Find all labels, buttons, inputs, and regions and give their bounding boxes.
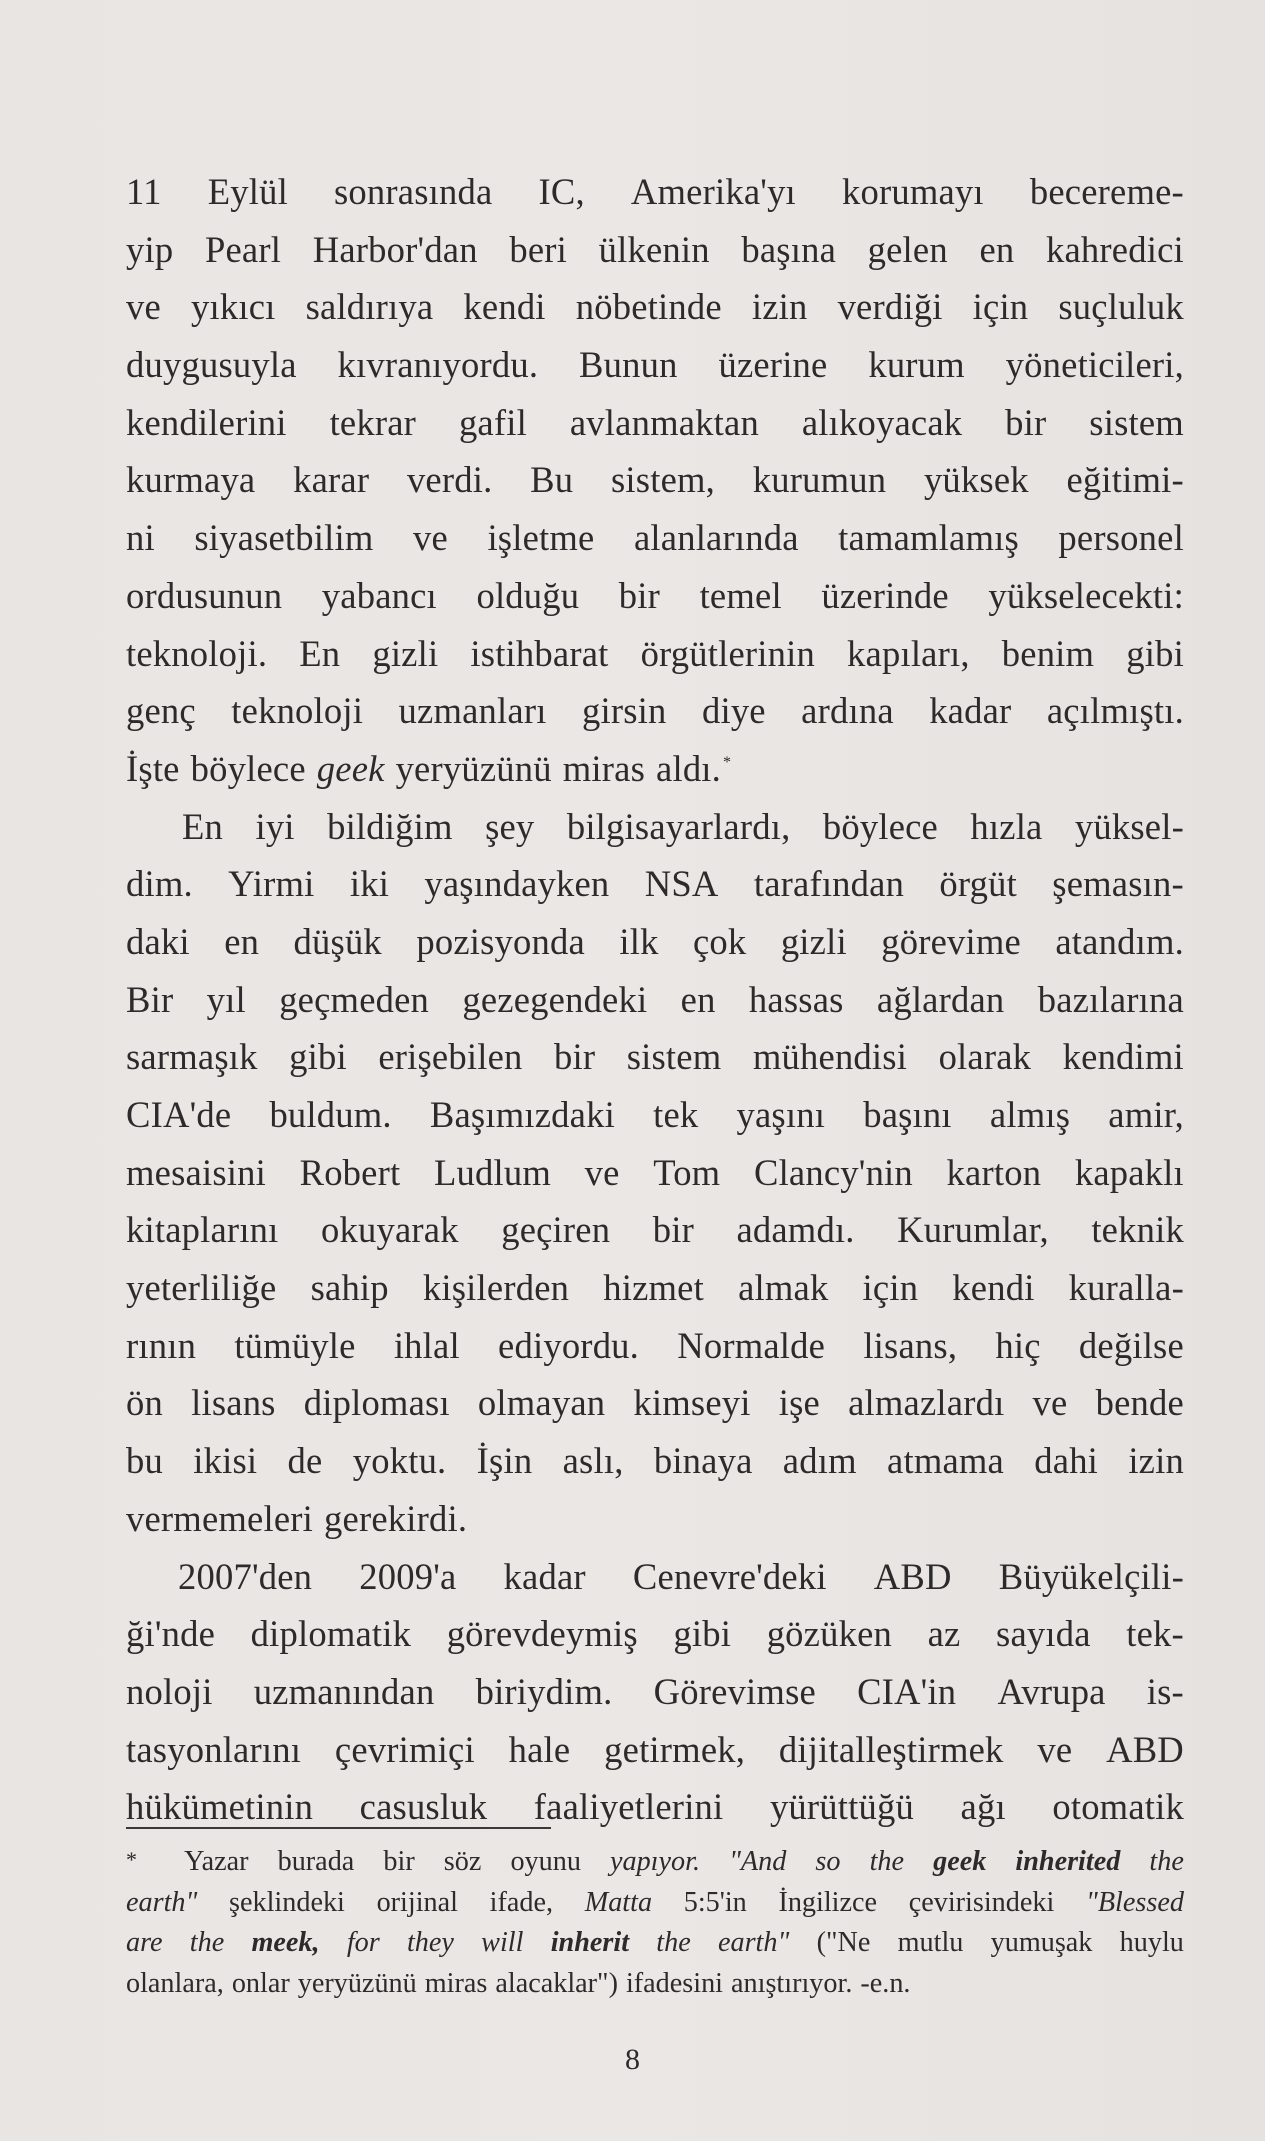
word: gelen [867, 228, 948, 270]
word: amir, [1108, 1094, 1184, 1135]
word: kıvranıyordu. [337, 344, 539, 386]
word: gizli [780, 920, 847, 962]
word: tekrar [329, 401, 417, 443]
word: "And [729, 1846, 787, 1877]
word: adamdı. [736, 1209, 855, 1251]
word: yürüttüğü [769, 1786, 914, 1828]
word: the [656, 1927, 691, 1958]
word: beri [509, 228, 568, 270]
word: so [815, 1846, 841, 1877]
word: dim. [126, 863, 193, 905]
word: Ludlum [433, 1151, 552, 1193]
word: yoktu. [352, 1440, 447, 1482]
text-line [126, 278, 1184, 336]
text-line [126, 509, 1184, 567]
word: bir [618, 574, 661, 616]
word: Kurumlar, [897, 1209, 1049, 1251]
word: 11 [126, 171, 162, 212]
word: tasyonlarını [126, 1728, 302, 1770]
word: are [126, 1927, 163, 1958]
word: lisans [191, 1382, 276, 1424]
word: ikisi [193, 1440, 258, 1482]
word: casusluk [359, 1786, 488, 1828]
text-line [126, 1548, 1184, 1606]
word: adım [782, 1440, 857, 1482]
word: kadar [503, 1555, 586, 1597]
word: almazlardı [848, 1382, 1005, 1424]
word: bir [383, 1846, 415, 1877]
word: şey [485, 805, 535, 847]
word: sistem, [610, 459, 716, 501]
word: Bir [126, 978, 174, 1020]
word: sistem [1089, 401, 1184, 443]
text-line [126, 1259, 1184, 1317]
word: gezegendeki [462, 978, 648, 1020]
word: görevime [881, 920, 1021, 962]
word: Bunun [579, 344, 678, 386]
word: ifade, [489, 1886, 554, 1918]
word: yükselecekti: [988, 574, 1184, 616]
word: iki [349, 863, 390, 905]
word: earth" [717, 1927, 790, 1958]
word: bir [553, 1036, 596, 1078]
word: yeryüzünü [395, 747, 552, 789]
word: huylu [1119, 1927, 1184, 1958]
word: inherit [550, 1927, 630, 1958]
word: ve [1032, 1382, 1068, 1424]
word: hizmet [603, 1267, 704, 1309]
word: kuralla- [1068, 1267, 1184, 1309]
word: düşük [293, 920, 382, 962]
text-line [126, 625, 1184, 683]
word: işletme [487, 517, 595, 559]
word: kimseyi [633, 1382, 751, 1424]
text-line [126, 567, 1184, 625]
word: yumuşak [990, 1927, 1093, 1958]
word: en [680, 978, 716, 1020]
body-text [126, 163, 1184, 1836]
word: duygusuyla [126, 344, 297, 386]
word: kendilerini [126, 401, 287, 443]
word: buldum. [269, 1094, 392, 1135]
word: ilk [619, 920, 659, 962]
word: ABD [873, 1555, 952, 1597]
word: Başımızdaki [429, 1094, 615, 1135]
word: başını [863, 1094, 952, 1135]
word: ediyordu. [498, 1324, 640, 1366]
word: sarmaşık [126, 1036, 258, 1078]
word: tarafından [753, 863, 905, 905]
word: otomatik [1052, 1786, 1184, 1828]
word: kişilerden [422, 1267, 570, 1309]
word: binaya [653, 1440, 753, 1482]
word: aslı, [562, 1440, 624, 1482]
word: yeterliliğe [126, 1267, 277, 1309]
word: geçiren [501, 1209, 611, 1251]
word: kitaplarını [126, 1209, 279, 1251]
word: gerekirdi. [324, 1497, 468, 1539]
text-line [126, 163, 1184, 221]
word: örgüt [939, 863, 1017, 905]
word: kendimi [1062, 1036, 1184, 1078]
word: rının [126, 1324, 197, 1366]
word: kendi [952, 1267, 1035, 1309]
word: lisans, [863, 1324, 958, 1366]
text-line [126, 1490, 1184, 1548]
word: dahi [1034, 1440, 1099, 1482]
word: kahredici [1046, 228, 1184, 270]
text-line [126, 1317, 1184, 1375]
word: örgütlerinin [640, 632, 815, 674]
word: kendi [463, 286, 546, 328]
word: oyunu [510, 1846, 581, 1877]
word: şemasın- [1052, 863, 1184, 905]
word: Görevimse [653, 1670, 816, 1712]
word: hale [508, 1728, 571, 1770]
word: olarak [938, 1036, 1032, 1078]
word: karton [946, 1151, 1042, 1193]
word: genç [126, 690, 196, 732]
word: bir [1005, 401, 1047, 443]
word: teknoloji. [126, 632, 268, 674]
word: Robert [299, 1151, 401, 1193]
word: sahip [310, 1267, 389, 1309]
footnote-line [126, 1964, 1184, 2005]
text-line [126, 1721, 1184, 1779]
word: aldı. * [656, 747, 732, 789]
word: çevirisindeki [908, 1886, 1055, 1918]
word: ağı [960, 1786, 1006, 1828]
word: for [346, 1927, 380, 1958]
word: saldırıya [305, 286, 434, 328]
word: Yirmi [228, 863, 315, 905]
word: bu [126, 1440, 163, 1482]
word: teknoloji [231, 690, 364, 732]
word: başına [741, 228, 837, 270]
word: they [406, 1927, 454, 1958]
word: tümüyle [234, 1324, 356, 1366]
word: ardına [801, 690, 894, 732]
word: yapıyor. [609, 1846, 701, 1877]
word: Clancy'nin [753, 1151, 913, 1193]
word: atmama [887, 1440, 1004, 1482]
word: yeryüzünü [297, 1967, 417, 1999]
word: Bu [530, 459, 574, 501]
word: almış [989, 1094, 1071, 1135]
text-line [126, 913, 1184, 971]
word: Cenevre'deki [632, 1555, 827, 1597]
word: gibi [1126, 632, 1184, 674]
text-line [126, 394, 1184, 452]
text-line [126, 1201, 1184, 1259]
word: Pearl [204, 228, 282, 270]
word: açılmıştı. [1046, 690, 1184, 732]
text-line [126, 1432, 1184, 1490]
word: alanlarında [633, 517, 799, 559]
word: yaşını [736, 1094, 826, 1135]
word: ülkenin [598, 228, 710, 270]
word: NSA [644, 863, 719, 905]
word: earth" [126, 1886, 198, 1918]
word: ni [126, 517, 155, 559]
word: çok [692, 920, 747, 962]
word: anıştırıyor. [731, 1967, 853, 1999]
word: ordusunun [126, 574, 283, 616]
word: hızla [970, 805, 1043, 847]
word: biriydim. [475, 1670, 613, 1712]
word: diplomatik [250, 1613, 412, 1655]
word: ve [413, 517, 448, 559]
word: gizli [372, 632, 439, 674]
word: yıkıcı [191, 286, 276, 328]
text-line [126, 855, 1184, 913]
footnote [126, 1842, 1184, 2004]
word: uzmanları [398, 690, 547, 732]
word: miras [424, 1967, 488, 1999]
word: temel [699, 574, 782, 616]
text-line [126, 971, 1184, 1029]
word: geçmeden [279, 978, 430, 1020]
text-line [126, 336, 1184, 394]
word: işe [778, 1382, 820, 1424]
word: yıl [206, 978, 246, 1020]
word: 2009'a [359, 1555, 457, 1597]
text-line [126, 1605, 1184, 1663]
word: personel [1058, 517, 1184, 559]
word: de [287, 1440, 323, 1482]
word: almak [738, 1267, 829, 1309]
word: the [189, 1927, 225, 1958]
word: uzmanından [253, 1670, 435, 1712]
word: en [224, 920, 260, 962]
word: 2007'den [178, 1555, 313, 1597]
word: diye [701, 690, 766, 732]
word: vermemeleri [126, 1497, 314, 1539]
word: diploması [303, 1382, 450, 1424]
word: Tom [653, 1151, 721, 1193]
word: hassas [748, 978, 844, 1020]
word: Büyükelçili- [998, 1555, 1184, 1597]
text-line [126, 1374, 1184, 1432]
word: gibi [673, 1613, 732, 1655]
word: tek- [1126, 1613, 1184, 1655]
word: "Blessed [1085, 1886, 1184, 1918]
word: girsin [582, 690, 667, 732]
word: Normalde [677, 1324, 826, 1366]
word: pozisyonda [416, 920, 585, 962]
word: getirmek, [604, 1728, 746, 1770]
word: En [182, 805, 224, 847]
word: nöbetinde [575, 286, 722, 328]
word: olanlara, [126, 1967, 224, 1999]
word: ği'nde [126, 1613, 216, 1655]
word: İngilizce [778, 1886, 878, 1918]
word: böylece [190, 747, 306, 789]
word: gözüken [766, 1613, 893, 1655]
word: Harbor'dan [312, 228, 478, 270]
word: the [1149, 1846, 1184, 1877]
word: ifadesini [625, 1967, 724, 1999]
text-line [126, 740, 1184, 798]
word: meek, [251, 1927, 320, 1958]
word: ağlardan [876, 978, 1005, 1020]
word: * [126, 1847, 137, 1872]
word: gibi [289, 1036, 347, 1078]
word: mutlu [897, 1927, 964, 1958]
word: en [979, 228, 1015, 270]
word: yaşındayken [424, 863, 610, 905]
word: mühendisi [752, 1036, 908, 1078]
word: erişebilen [378, 1036, 523, 1078]
word: kurum [868, 344, 965, 386]
word: avlanmaktan [569, 401, 759, 443]
word: olduğu [476, 574, 580, 616]
word: suçluluk [1058, 286, 1184, 328]
word: bende [1095, 1382, 1184, 1424]
word: değilse [1078, 1324, 1184, 1366]
word: Yazar [184, 1846, 249, 1877]
word: Eylül [207, 171, 288, 212]
word: hükümetinin [126, 1786, 314, 1828]
word: bilgisayarlardı, [566, 805, 791, 847]
word: ("Ne [816, 1927, 871, 1958]
text-line [126, 1144, 1184, 1202]
word: faaliyetlerini [533, 1786, 724, 1828]
word: dijitalleştirmek [778, 1728, 1004, 1770]
word: böylece [822, 805, 938, 847]
word: şeklindeki [229, 1886, 345, 1918]
word: üzerine [718, 344, 828, 386]
word: görevdeymiş [446, 1613, 638, 1655]
word: atandım. [1055, 920, 1184, 962]
word: is- [1146, 1670, 1184, 1712]
word: kurmaya [126, 459, 256, 501]
word: İşte [126, 747, 180, 789]
word: orijinal [376, 1886, 458, 1918]
word: siyasetbilim [194, 517, 374, 559]
word: miras [562, 747, 646, 789]
word: izin [751, 286, 808, 328]
word: için [972, 286, 1029, 328]
word: CIA'de [126, 1094, 232, 1135]
word: verdiği [837, 286, 943, 328]
word: daki [126, 920, 190, 962]
word: tamamlamış [838, 517, 1019, 559]
word: Amerika'yı [630, 171, 796, 212]
word: ve [584, 1151, 620, 1193]
word: bazılarına [1037, 978, 1184, 1020]
word: geek [316, 747, 385, 789]
text-line [126, 798, 1184, 856]
word: kapıları, [847, 632, 970, 674]
word: will [481, 1927, 524, 1958]
word: söz [443, 1846, 482, 1877]
word: hiç [995, 1324, 1041, 1366]
footnote-divider [126, 1827, 551, 1829]
word: benim [1001, 632, 1095, 674]
word: burada [277, 1846, 355, 1877]
word: the [869, 1846, 905, 1877]
word: bildiğim [327, 805, 453, 847]
text-line [126, 1663, 1184, 1721]
text-line [126, 682, 1184, 740]
word: iyi [255, 805, 295, 847]
text-line [126, 1028, 1184, 1086]
word: istihbarat [470, 632, 609, 674]
word: yöneticileri, [1005, 344, 1184, 386]
word: çevrimiçi [334, 1728, 475, 1770]
word: teknik [1091, 1209, 1184, 1251]
word: ve [126, 286, 161, 328]
word: kadar [929, 690, 1012, 732]
footnote-line [126, 1883, 1184, 1924]
word: IC, [538, 171, 585, 212]
word: alacaklar") [495, 1967, 618, 1999]
page-number: 8 [625, 2043, 640, 2076]
word: CIA'in [857, 1670, 957, 1712]
word: -e.n. [860, 1967, 911, 1999]
word: korumayı [841, 171, 984, 212]
word: 5:5'in [683, 1886, 747, 1918]
word: ve [1037, 1728, 1073, 1770]
word: Matta [584, 1886, 653, 1918]
word: yüksek [923, 459, 1029, 501]
word: becereme- [1029, 171, 1184, 212]
word: noloji [126, 1670, 213, 1712]
word: tek [653, 1094, 699, 1135]
word: kapaklı [1074, 1151, 1184, 1193]
word: yüksel- [1074, 805, 1184, 847]
word: karar [293, 459, 370, 501]
text-line [126, 1086, 1184, 1144]
word: az [927, 1613, 961, 1655]
word: sistem [626, 1036, 722, 1078]
word: ön [126, 1382, 163, 1424]
word: olmayan [477, 1382, 606, 1424]
footnote-line [126, 1923, 1184, 1964]
word: alıkoyacak [801, 401, 963, 443]
word: bir [652, 1209, 694, 1251]
word: sayıda [996, 1613, 1091, 1655]
word: yabancı [321, 574, 437, 616]
word: eğitimi- [1066, 459, 1184, 501]
text-line [126, 451, 1184, 509]
word: inherited [1015, 1846, 1121, 1877]
text-line [126, 221, 1184, 279]
footnote-line [126, 1842, 1184, 1883]
word: izin [1128, 1440, 1184, 1482]
word: verdi. [406, 459, 493, 501]
word: ABD [1106, 1728, 1184, 1770]
word: ihlal [393, 1324, 460, 1366]
word: için [862, 1267, 919, 1309]
word: yip [126, 228, 174, 270]
word: geek [933, 1846, 987, 1877]
word: mesaisini [126, 1151, 266, 1193]
word: İşin [476, 1440, 533, 1482]
word: kurumun [752, 459, 887, 501]
word: sonrasında [334, 171, 493, 212]
word: onlar [231, 1967, 290, 1999]
word: gafil [458, 401, 527, 443]
word: En [299, 632, 341, 674]
word: Avrupa [997, 1670, 1106, 1712]
word: üzerinde [821, 574, 949, 616]
word: okuyarak [321, 1209, 459, 1251]
